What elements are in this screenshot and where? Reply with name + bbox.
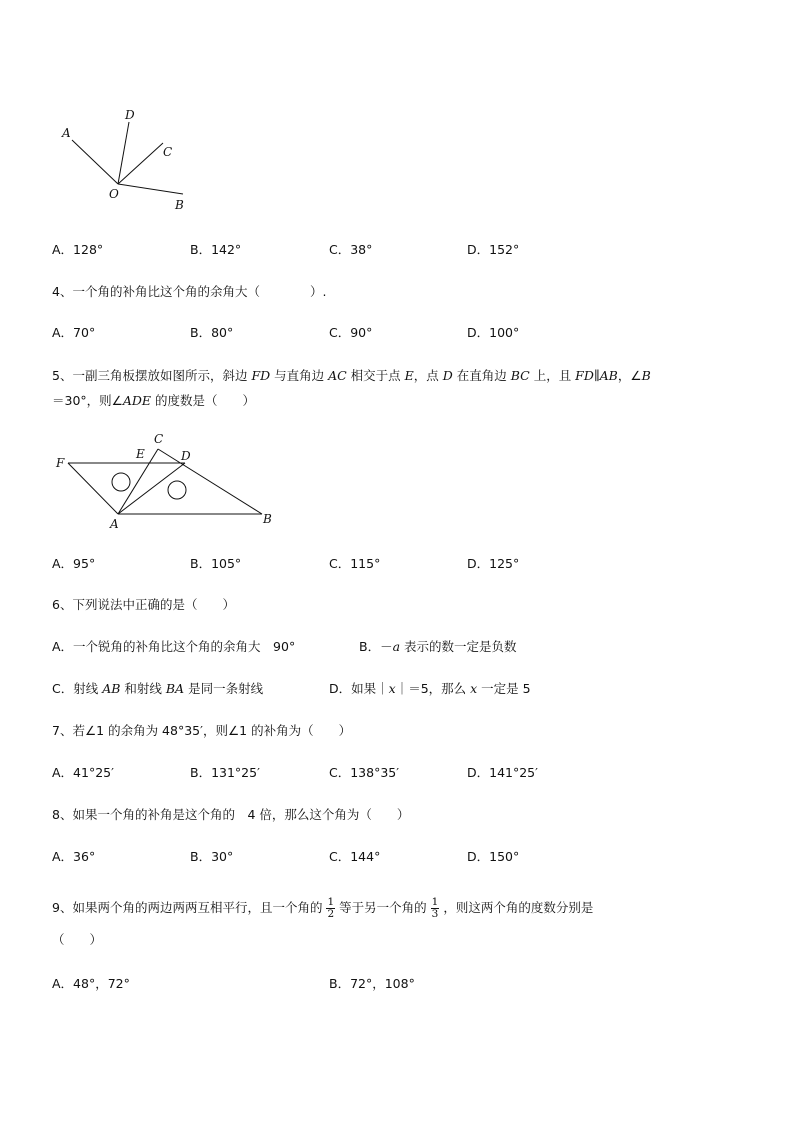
q7-question: 7、若∠1 的余角为 48°35′，则∠1 的补角为（ ） bbox=[52, 723, 352, 738]
label-b: B bbox=[263, 512, 272, 526]
q6-option-c[interactable]: C．射线 AB 和射线 BA 是同一条射线 bbox=[52, 681, 264, 696]
triangle-hole-right bbox=[168, 481, 186, 499]
q8-question: 8、如果一个角的补角是这个角的 4 倍，那么这个角为（ ） bbox=[52, 807, 410, 822]
label-d: D bbox=[125, 108, 135, 122]
fraction-one-third: $\frac{1}{3}$ bbox=[431, 896, 439, 920]
label-d: D bbox=[181, 449, 191, 463]
q3-option-b[interactable]: B．142° bbox=[190, 242, 242, 257]
q5-option-d[interactable]: D．125° bbox=[467, 556, 520, 571]
angle-figure-q3 bbox=[55, 100, 205, 215]
q8-option-a[interactable]: A．36° bbox=[52, 849, 96, 864]
q5-option-c[interactable]: C．115° bbox=[329, 556, 381, 571]
q7-option-d[interactable]: D．141°25′ bbox=[467, 765, 538, 780]
label-e: E bbox=[136, 447, 145, 461]
segment-ad bbox=[118, 463, 185, 514]
triangle-figure-q5 bbox=[50, 425, 290, 535]
label-a: A bbox=[62, 126, 71, 140]
label-b: B bbox=[175, 198, 184, 212]
ray-oc bbox=[118, 143, 163, 184]
q9-question-line2: （ ） bbox=[52, 932, 103, 947]
ray-od bbox=[118, 122, 129, 184]
q4-option-a[interactable]: A．70° bbox=[52, 325, 96, 340]
q4-option-c[interactable]: C．90° bbox=[329, 325, 373, 340]
q8-option-c[interactable]: C．144° bbox=[329, 849, 381, 864]
q5-option-b[interactable]: B．105° bbox=[190, 556, 242, 571]
q5-option-a[interactable]: A．95° bbox=[52, 556, 96, 571]
q8-option-b[interactable]: B．30° bbox=[190, 849, 234, 864]
q6-question: 6、下列说法中正确的是（ ） bbox=[52, 597, 235, 612]
q3-option-a[interactable]: A．128° bbox=[52, 242, 104, 257]
q8-option-d[interactable]: D．150° bbox=[467, 849, 520, 864]
ray-oa bbox=[72, 140, 118, 184]
q9-option-b[interactable]: B．72°，108° bbox=[329, 976, 415, 991]
q7-option-a[interactable]: A．41°25′ bbox=[52, 765, 114, 780]
q6-option-b[interactable]: B．－a 表示的数一定是负数 bbox=[359, 639, 517, 654]
q4-question: 4、一个角的补角比这个角的余角大（ ）. bbox=[52, 284, 327, 299]
q3-option-c[interactable]: C．38° bbox=[329, 242, 373, 257]
q5-question-line2: ＝30°，则∠ADE 的度数是（ ） bbox=[52, 393, 256, 408]
label-c: C bbox=[154, 432, 164, 446]
segment-fa bbox=[68, 463, 118, 514]
triangle-hole-left bbox=[112, 473, 130, 491]
label-a: A bbox=[110, 517, 119, 531]
ray-ob bbox=[118, 184, 183, 194]
q9-question-line1: 9、如果两个角的两边两两互相平行，且一个角的 $\frac{1}{2}$ 等于另一个角的 $\frac{1}{3}$ ，则这两个角的度数分别是 bbox=[52, 896, 594, 920]
q4-option-b[interactable]: B．80° bbox=[190, 325, 234, 340]
q5-question-line1: 5、一副三角板摆放如图所示，斜边 FD 与直角边 AC 相交于点 E，点 D 在直角边 BC 上，且 FD∥AB，∠B bbox=[52, 368, 651, 383]
q7-option-c[interactable]: C．138°35′ bbox=[329, 765, 400, 780]
q4-option-d[interactable]: D．100° bbox=[467, 325, 520, 340]
q9-option-a[interactable]: A．48°，72° bbox=[52, 976, 130, 991]
q6-option-d[interactable]: D．如果｜x｜＝5，那么 x 一定是 5 bbox=[329, 681, 531, 696]
q7-option-b[interactable]: B．131°25′ bbox=[190, 765, 260, 780]
label-c: C bbox=[163, 145, 173, 159]
q3-option-d[interactable]: D．152° bbox=[467, 242, 520, 257]
label-o: O bbox=[109, 187, 119, 201]
q6-option-a[interactable]: A．一个锐角的补角比这个角的余角大 90° bbox=[52, 639, 296, 654]
fraction-one-half: $\frac{1}{2}$ bbox=[327, 896, 335, 920]
label-f: F bbox=[56, 456, 65, 470]
